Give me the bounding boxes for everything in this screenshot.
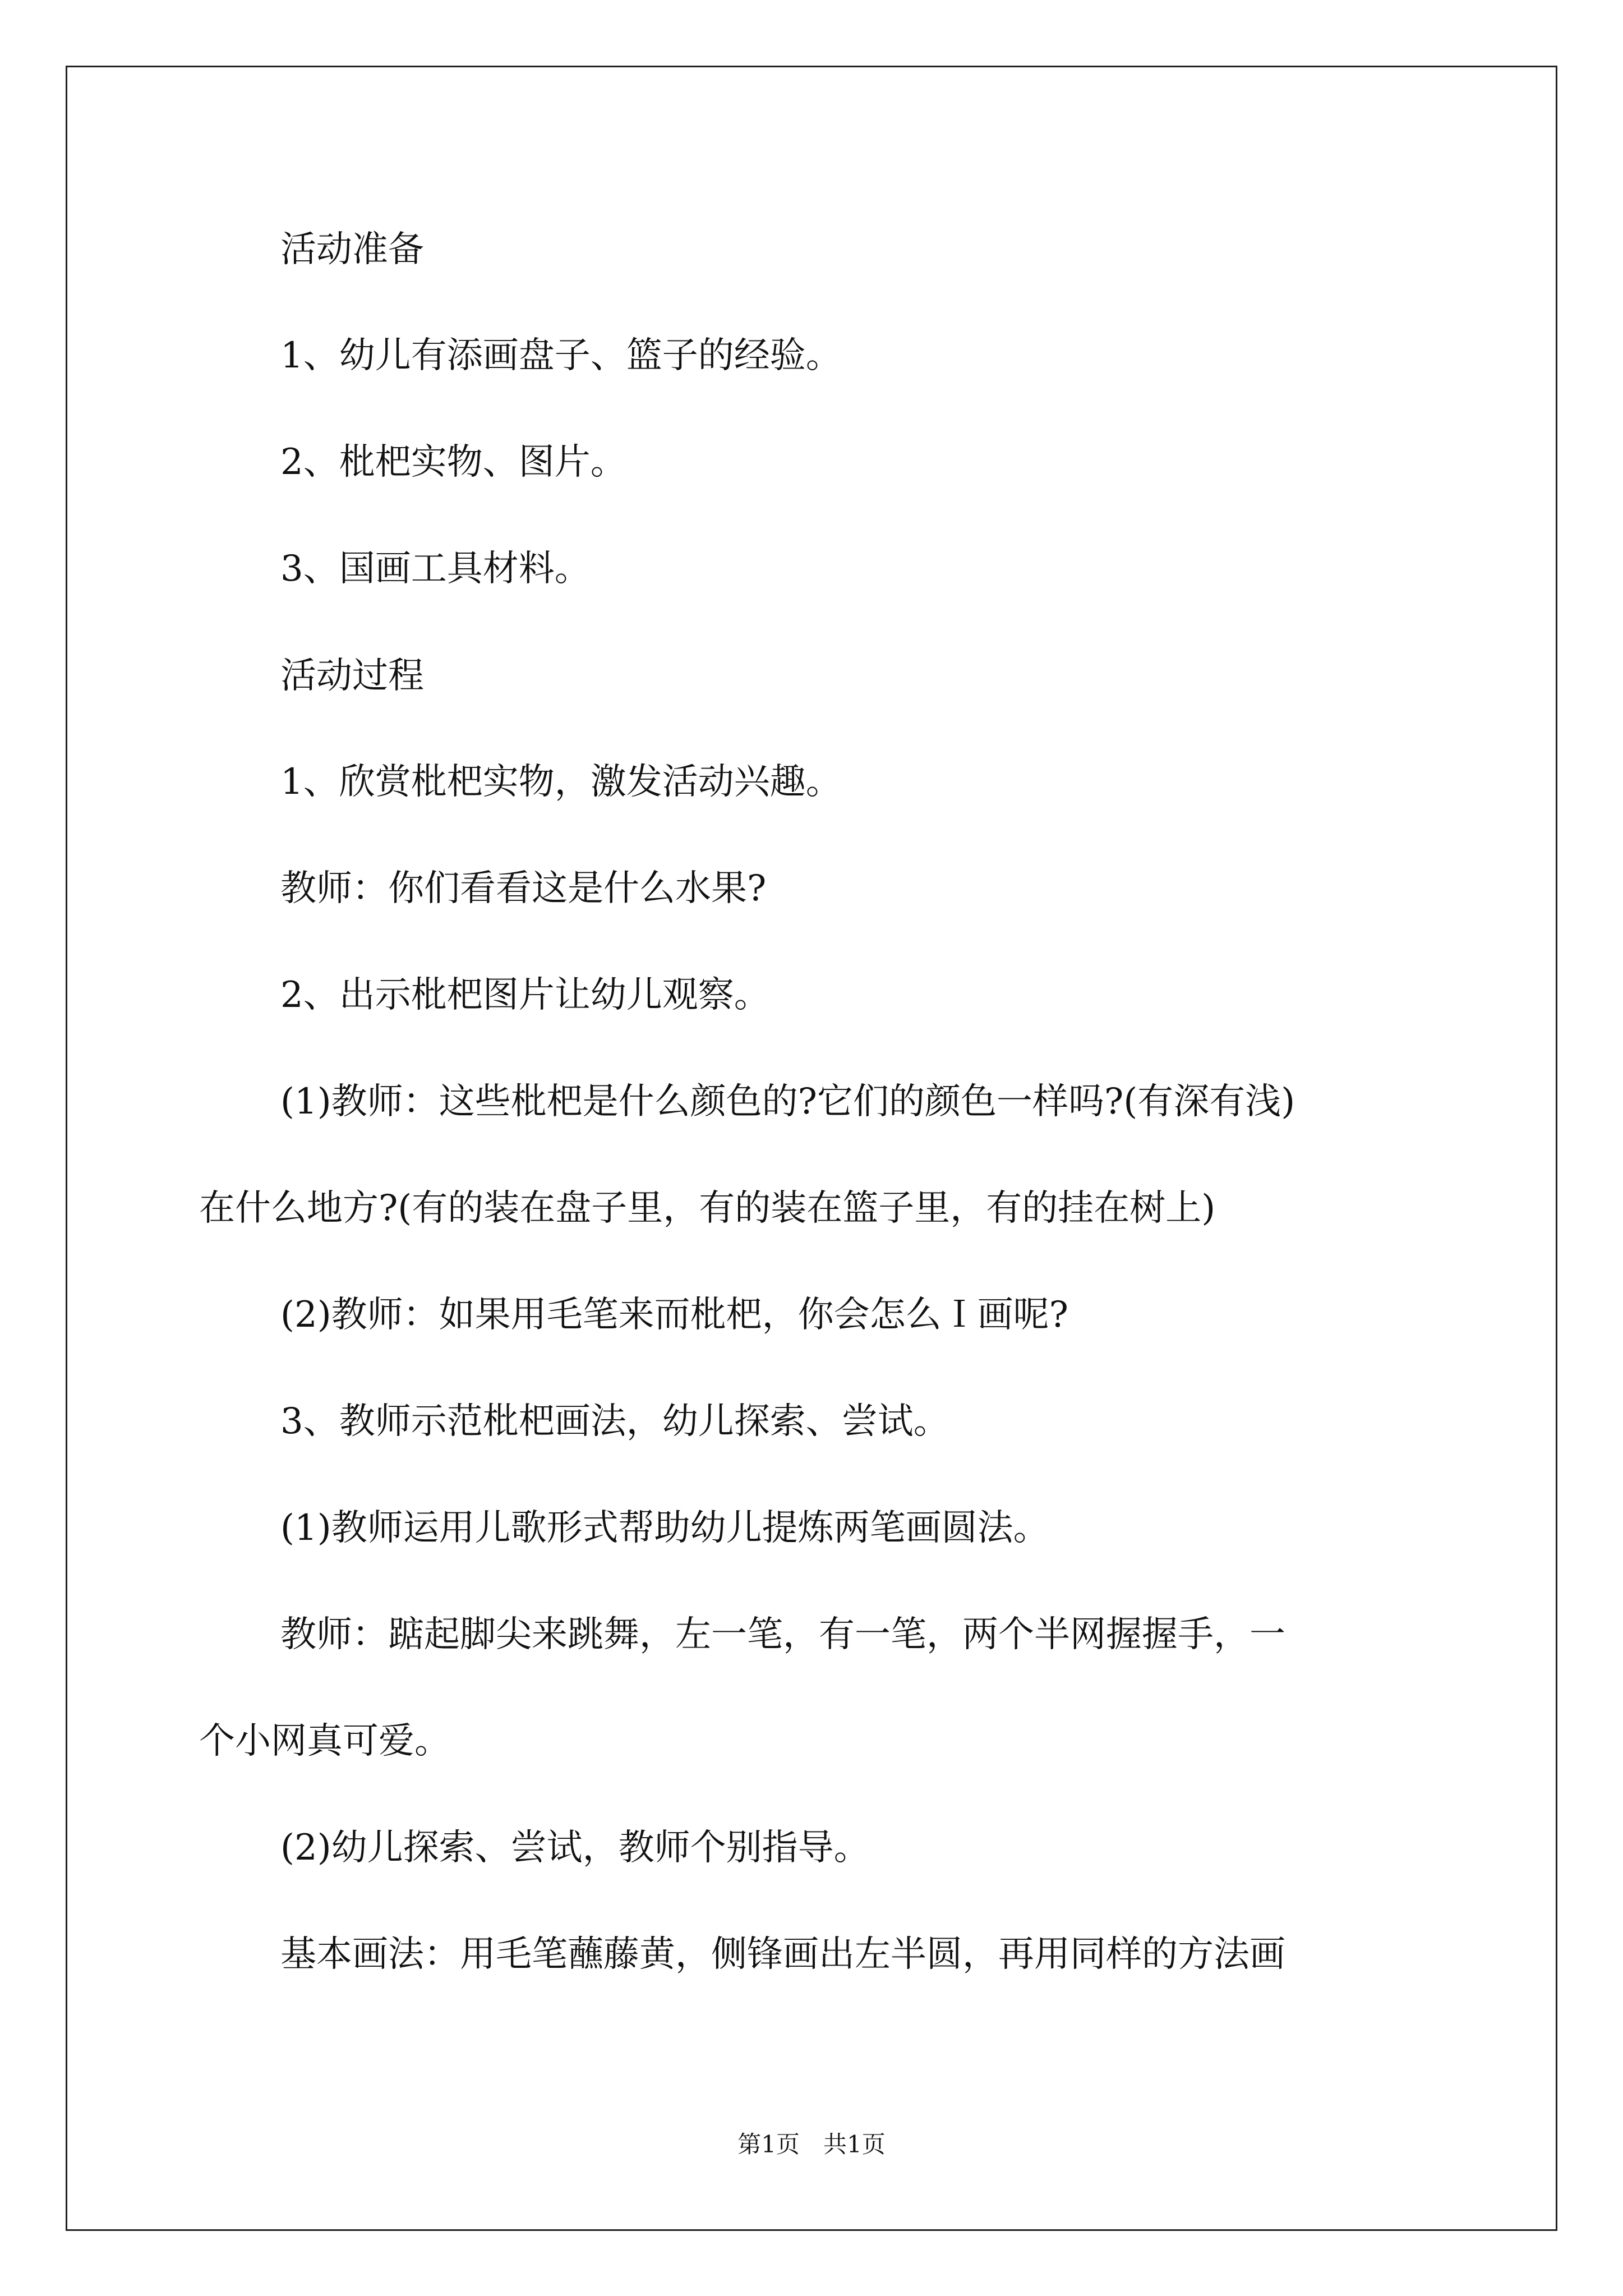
paragraph: 1、欣赏枇杷实物，激发活动兴趣。 [280, 761, 842, 803]
section-heading-process: 活动过程 [280, 655, 424, 697]
page-border [66, 66, 1557, 2231]
paragraph: (2)幼儿探索、尝试，教师个别指导。 [280, 1827, 870, 1869]
paragraph: 3、国画工具材料。 [280, 548, 591, 590]
paragraph: 基本画法：用毛笔蘸藤黄，侧锋画出左半圆，再用同样的方法画 [280, 1934, 1285, 1975]
paragraph: 教师：踮起脚尖来跳舞，左一笔，有一笔，两个半网握握手，一 [280, 1614, 1285, 1655]
paragraph: (1)教师：这些枇杷是什么颜色的?它们的颜色一样吗?(有深有浅) [280, 1081, 1295, 1122]
paragraph-continuation: 在什么地方?(有的装在盘子里，有的装在篮子里，有的挂在树上) [199, 1188, 1216, 1229]
paragraph: (2)教师：如果用毛笔来而枇杷，你会怎么Ｉ画呢? [280, 1294, 1068, 1336]
paragraph: 3、教师示范枇杷画法，幼儿探索、尝试。 [280, 1401, 949, 1442]
paragraph: 教师：你们看看这是什么水果? [280, 868, 767, 909]
paragraph: 1、幼儿有添画盘子、篮子的经验。 [280, 335, 842, 376]
paragraph: 2、出示枇杷图片让幼儿观察。 [280, 974, 770, 1016]
section-heading-preparation: 活动准备 [280, 229, 424, 270]
paragraph-continuation: 个小网真可爱。 [199, 1720, 450, 1762]
paragraph: 2、枇杷实物、图片。 [280, 441, 626, 483]
paragraph: (1)教师运用儿歌形式帮助幼儿提炼两笔画圆法。 [280, 1507, 1049, 1549]
page-footer: 第1页 共1页 [737, 2131, 886, 2158]
